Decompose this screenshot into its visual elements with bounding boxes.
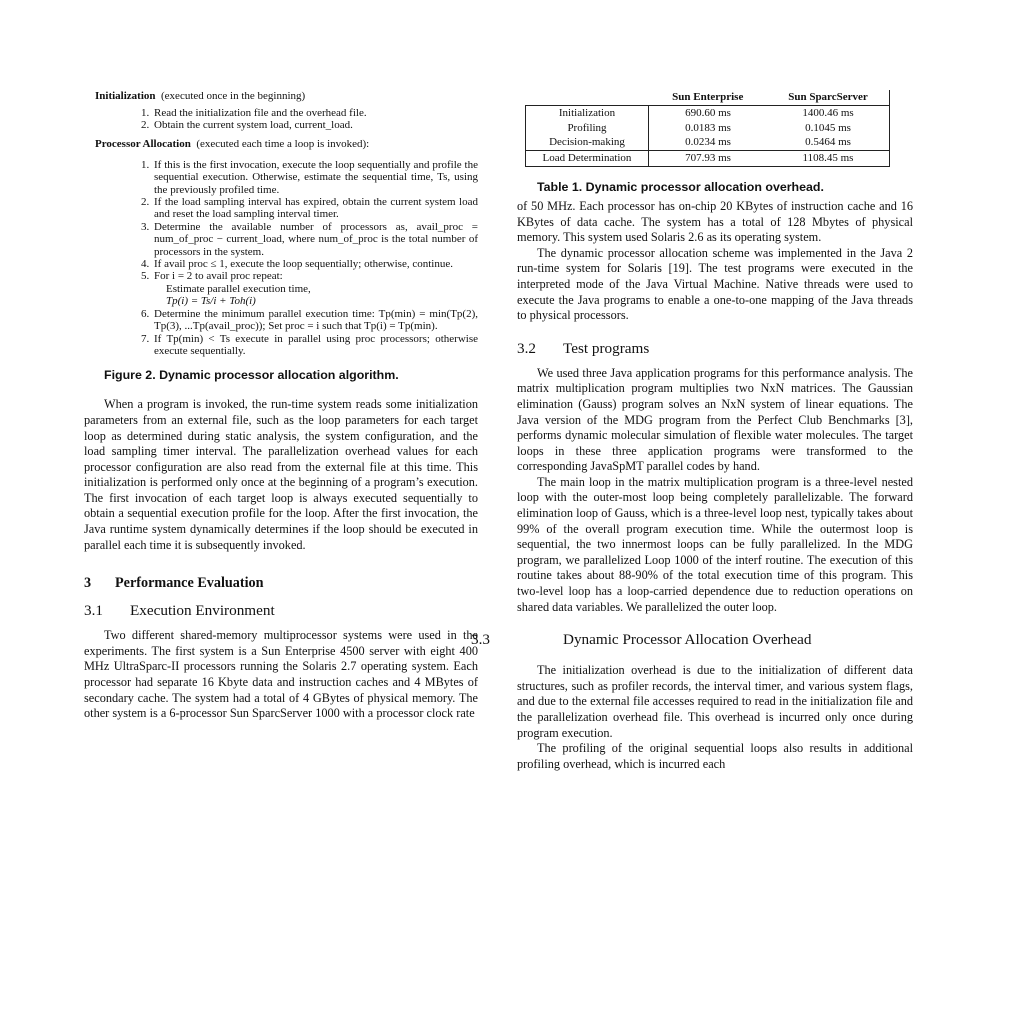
table-cell: 0.1045 ms [767, 121, 890, 136]
section-3-3-heading [471, 631, 913, 649]
section-3-heading [84, 575, 478, 592]
alloc-step: 6. Determine the minimum parallel execution time: Tp(min) = min(Tp(2), Tp(3), ...Tp(avail_proc)); Set proc = i such that Tp(i) = Tp(min). [152, 308, 478, 333]
figure-2-caption: Figure 2. Dynamic processor allocation algorithm. [104, 368, 399, 383]
table-cell: 1400.46 ms [767, 105, 890, 120]
alloc-note: (executed each time a loop is invoked): [196, 137, 370, 150]
section-title: Performance Evaluation [115, 575, 264, 592]
table-header: Sun Enterprise [672, 91, 744, 103]
left-column [84, 90, 478, 722]
paragraph-init-overhead: The initialization overhead is due to the initialization of different data structures, such as profiler records, the interval timer, and various system flags, and due to the external file accesses required to read in the initialization file and the parallelization overhead file. This overhead is incurred only once during program execution. [517, 663, 913, 740]
section-number: 3.3 [471, 631, 490, 649]
section-number: 3.2 [517, 339, 536, 357]
section-title: Dynamic Processor Allocation Overhead [563, 631, 812, 649]
table-cell: Initialization [526, 105, 649, 120]
paragraph-test-programs: We used three Java application programs for this performance analysis. The matrix multiplication program multiplies two NxN matrices. The Gaussian elimination (Gauss) program solves an NxN system of linear equations. The Java version of the MDG program from the Perfect Club Benchmarks [3], performs dynamic molecular simulation of flexible water molecules. The target loops in these three application programs were transformed to the corresponding JavaSpMT parallel codes by hand. [517, 365, 913, 474]
init-note: (executed once in the beginning) [161, 90, 306, 102]
alloc-step: 3. Determine the available number of processors as, avail_proc = num_of_proc − current_load, where num_of_proc is the total number of processors in the system. [152, 221, 478, 258]
alloc-step-formula: Tp(i) = Ts/i + Toh(i) [166, 295, 256, 308]
section-number: 3.1 [84, 602, 103, 620]
table-row [526, 105, 890, 120]
alloc-title: Processor Allocation [95, 137, 191, 150]
table-row [526, 121, 890, 136]
table-cell: 0.5464 ms [767, 135, 890, 150]
overhead-table [525, 90, 890, 167]
paragraph-invocation: When a program is invoked, the run-time system reads some initialization parameters from an external file, such as the loop parameters for each target loop as determined during static analysis, the system configuration, and the load sampling timer interval. The parallelization overhead values for each processor configuration are also read from the external file at this time. This initialization is performed only once at the beginning of a program’s execution. The first invocation of each target loop is always executed sequentially to obtain a sequential execution profile for the loop. After the first invocation, the Java runtime system dynamically determines if the loop should be executed in parallel each time it is subsequently invoked. [84, 397, 478, 552]
init-title: Initialization [95, 90, 156, 102]
alloc-steps [84, 159, 478, 358]
section-title: Execution Environment [130, 602, 275, 620]
table-header-empty [526, 90, 649, 105]
section-number: 3 [84, 575, 92, 592]
alloc-step-text: For i = 2 to avail proc repeat: [154, 270, 283, 283]
alloc-step-sub: Estimate parallel execution time, [166, 282, 311, 295]
table-cell: 690.60 ms [649, 105, 768, 120]
table-cell: 707.93 ms [649, 151, 768, 167]
table-row [526, 151, 890, 167]
table-cell: 1108.45 ms [767, 151, 890, 167]
right-column [471, 90, 913, 772]
init-step: 2. Obtain the current system load, current_load. [152, 119, 478, 131]
table-header: Sun SparcServer [767, 90, 890, 105]
table-cell: Load Determination [526, 151, 649, 167]
alloc-step: 2. If the load sampling interval has expired, obtain the current system load and reset the load sampling interval timer. [152, 196, 478, 221]
paragraph-implementation: The dynamic processor allocation scheme was implemented in the Java 2 run-time system for Solaris [19]. The test programs were executed in the interpreted mode of the Java Virtual Machine. Native threads were used to execute the Java programs to enable a one-to-one mapping of the Java threads to physical processors. [517, 245, 913, 323]
paragraph-environment: Two different shared-memory multiprocessor systems were used in the experiments. The first system is a Sun Enterprise 4500 server with eight 400 MHz UltraSparc-II processors running the Solaris 2.7 operating system. Each processor had separate 16 Kbyte data and instruction caches and 4 MBytes of secondary cache. The system had a total of 4 GBytes of physical memory. The other system is a 6-processor Sun SparcServer 1000 with a processor clock rate [84, 628, 478, 721]
paragraph-profiling-overhead: The profiling of the original sequential loops also results in additional profiling overhead, which is incurred each [517, 741, 913, 771]
table-1-caption: Table 1. Dynamic processor allocation overhead. [537, 179, 824, 194]
init-step: 1. Read the initialization file and the overhead file. [152, 107, 478, 119]
section-title: Test programs [563, 339, 650, 357]
table-row [526, 135, 890, 150]
alloc-step: 4. If avail proc ≤ 1, execute the loop sequentially; otherwise, continue. [152, 258, 478, 270]
alloc-step: 1. If this is the first invocation, execute the loop sequentially and profile the sequential execution. Otherwise, estimate the sequential time, Ts, using the previously profiled time. [152, 159, 478, 196]
table-cell: Profiling [526, 121, 649, 136]
init-steps [84, 107, 478, 132]
algorithm-init-header [95, 90, 478, 103]
alloc-step [152, 270, 478, 307]
algorithm-alloc-header [95, 138, 478, 151]
section-3-1-heading [84, 602, 478, 620]
paragraph-main-loops: The main loop in the matrix multiplication program is a three-level nested loop with the outer-most loop being completely parallelizable. The forward elimination loop of Gauss, which is a three-level loop nest, typically takes about 99% of the overall program execution time. While the outermost loop is sequential, the two innermost loops can be fully parallelized. In the MDG program, we parallelized Loop 1000 of the interf routine. The execution of this routine takes about 88-90% of the total execution time of this program. This two-level loop has a loop-carried dependence due to reduction operations on shared data variables. We parallelized the outer loop. [517, 474, 913, 614]
alloc-step: 7. If Tp(min) < Ts execute in parallel using proc processors; otherwise execute sequentially. [152, 333, 478, 358]
paragraph-sparcserver: of 50 MHz. Each processor has on-chip 20 KBytes of instruction cache and 16 KBytes of data cache. The system has a total of 128 Mbytes of physical memory. This system used Solaris 2.6 as its operating system. [517, 198, 913, 245]
table-cell: Decision-making [526, 135, 649, 150]
section-3-2-heading [517, 340, 913, 358]
table-cell: 0.0183 ms [685, 121, 731, 134]
table-cell: 0.0234 ms [685, 136, 731, 149]
